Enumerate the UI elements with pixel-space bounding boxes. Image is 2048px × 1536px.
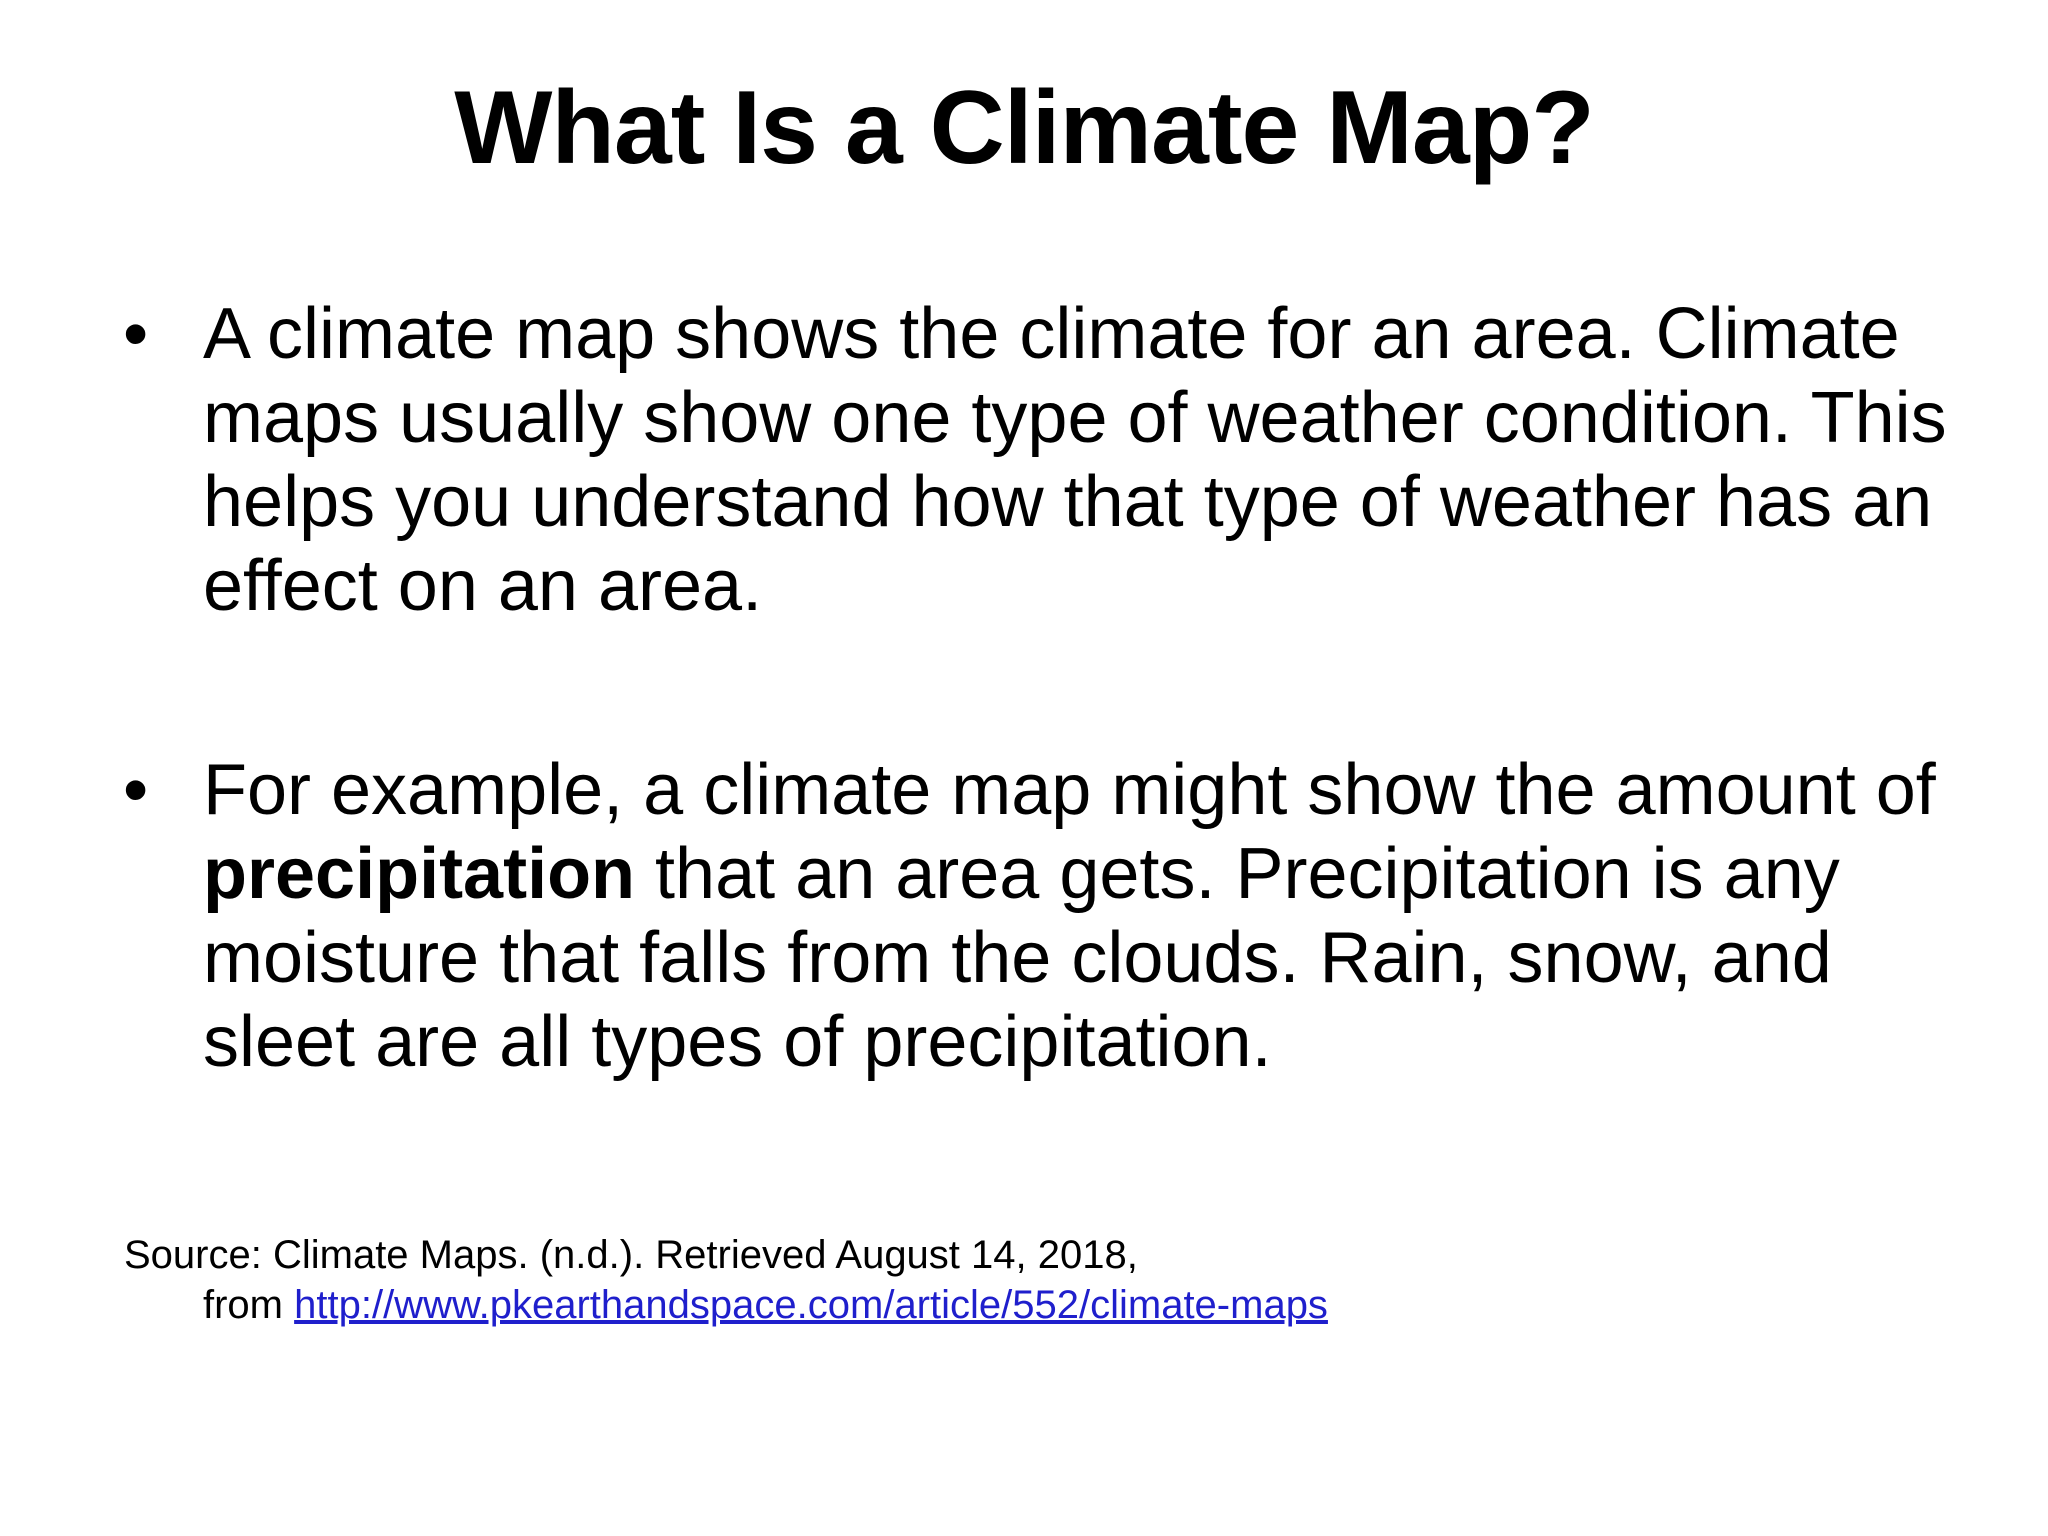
source-link[interactable]: http://www.pkearthandspace.com/article/552/climate-maps: [294, 1283, 1328, 1327]
slide-title: What Is a Climate Map?: [454, 70, 1594, 186]
bullet-item: [123, 748, 1983, 1084]
source-from-label: from: [203, 1283, 295, 1327]
bullet-text: A climate map shows the climate for an area. Climate maps usually show one type of weather condition. This helps you understand how that type of weather has an effect on an area.: [203, 294, 1947, 626]
source-text: Source: Climate Maps. (n.d.). Retrieved August 14, 2018,: [124, 1233, 1138, 1277]
source-line-2: [124, 1280, 1924, 1330]
bullet-text-before: For example, a climate map might show the amount of: [203, 750, 1936, 830]
source-citation: [124, 1230, 1924, 1330]
bullet-dot-icon: •: [123, 294, 149, 374]
bullet-item: [123, 292, 1983, 628]
bullet-dot-icon: •: [123, 750, 149, 830]
bullet-bold-term: precipitation: [203, 834, 636, 914]
bullet-text-after: that an area gets. Precipitation is any moisture that falls from the clouds. Rain, snow, and sleet are all types of precipitation.: [203, 834, 1840, 1082]
